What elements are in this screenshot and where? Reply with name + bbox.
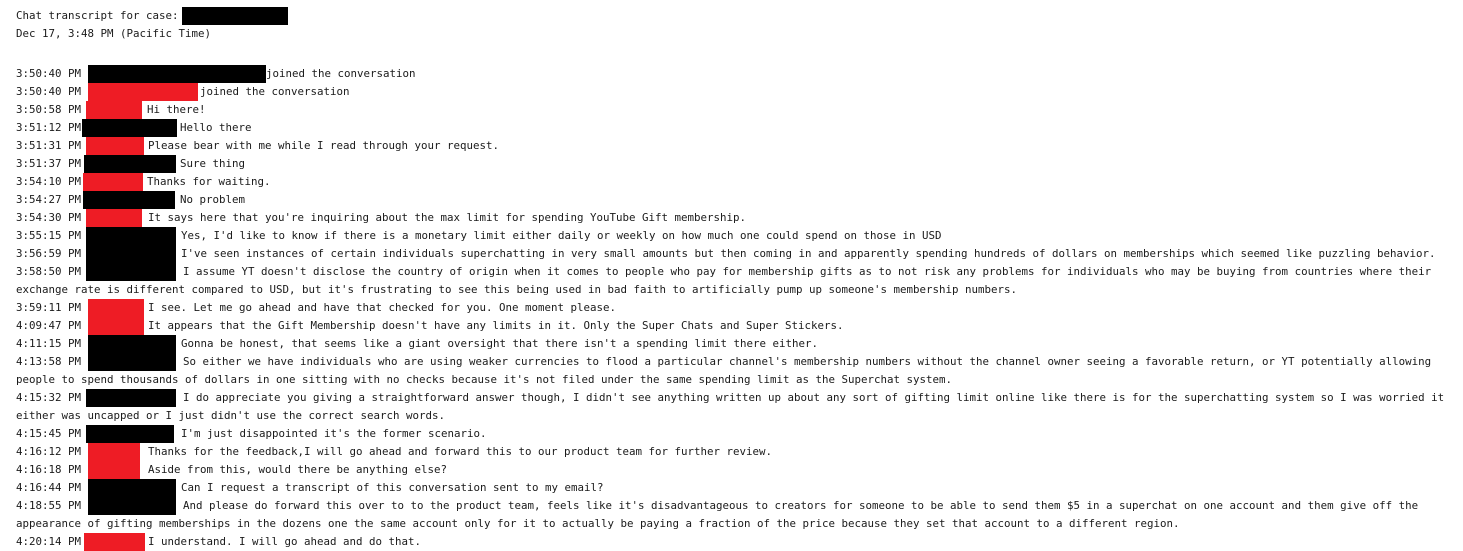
message-row	[16, 317, 1458, 335]
message-time: 3:51:12 PM	[16, 121, 82, 134]
message-time: 3:54:27 PM	[16, 193, 82, 206]
message-row	[16, 101, 1458, 119]
message-text: I've seen instances of certain individuals superchatting in very small amounts but then coming in and apparently spending hundreds of dollars on memberships which seemed like puzzling behavior.	[181, 247, 1436, 260]
message-text: It appears that the Gift Membership doesn't have any limits in it. Only the Super Chats and Super Stickers.	[148, 319, 844, 332]
message-time: 4:18:55 PM	[16, 499, 82, 512]
customer-name-redaction	[86, 425, 174, 443]
message-text: I assume YT doesn't disclose the country of origin when it comes to people who pay for membership gifts as to not risk any problems for individuals who may be buying from countries where their exchange rate is different compared to USD, but it's frustrating to see this being used in bad faith to artificially pump up someone's membership numbers.	[16, 265, 1432, 296]
customer-name-redaction	[88, 65, 266, 83]
message-time: 3:51:31 PM	[16, 139, 82, 152]
message-row	[16, 443, 1458, 461]
message-row	[16, 263, 1458, 299]
message-time: 4:16:44 PM	[16, 481, 82, 494]
agent-name-redaction	[86, 101, 142, 119]
customer-name-redaction	[83, 191, 175, 209]
message-time: 4:16:18 PM	[16, 463, 82, 476]
agent-name-redaction	[88, 83, 198, 101]
message-time: 3:54:10 PM	[16, 175, 82, 188]
message-text: No problem	[180, 193, 246, 206]
message-row	[16, 83, 1458, 101]
message-time: 3:56:59 PM	[16, 247, 82, 260]
transcript-title: Chat transcript for case:	[16, 9, 179, 22]
message-text: And please do forward this over to to the product team, feels like it's disadvantageous to creators for someone to be able to send them $5 in a superchat on one account and them give off the appearance of gifting memberships in the dozens one the same account only for it to actually be paying a fraction of the price because they set that account to a different region.	[16, 499, 1419, 530]
message-time: 3:58:50 PM	[16, 265, 82, 278]
message-time: 4:13:58 PM	[16, 355, 82, 368]
agent-name-redaction	[86, 137, 144, 155]
message-time: 4:16:12 PM	[16, 445, 82, 458]
message-text: I see. Let me go ahead and have that checked for you. One moment please.	[148, 301, 617, 314]
message-row	[16, 479, 1458, 497]
customer-name-redaction	[86, 263, 176, 281]
message-row	[16, 65, 1458, 83]
message-row	[16, 227, 1458, 245]
message-row	[16, 425, 1458, 443]
message-text: joined the conversation	[266, 67, 416, 80]
message-row	[16, 335, 1458, 353]
message-text: Please bear with me while I read through your request.	[148, 139, 500, 152]
message-row	[16, 533, 1458, 551]
message-text: Gonna be honest, that seems like a giant oversight that there isn't a spending limit there either.	[181, 337, 819, 350]
message-text: I understand. I will go ahead and do that.	[148, 535, 422, 548]
message-row	[16, 353, 1458, 389]
message-list	[16, 65, 1458, 551]
message-time: 3:54:30 PM	[16, 211, 82, 224]
message-time: 3:55:15 PM	[16, 229, 82, 242]
message-time: 4:11:15 PM	[16, 337, 82, 350]
message-text: Thanks for waiting.	[147, 175, 271, 188]
message-text: It says here that you're inquiring about the max limit for spending YouTube Gift membership.	[148, 211, 747, 224]
message-text: Thanks for the feedback,I will go ahead and forward this to our product team for further review.	[148, 445, 773, 458]
message-row	[16, 191, 1458, 209]
message-row	[16, 173, 1458, 191]
message-time: 3:50:40 PM	[16, 67, 82, 80]
message-text: Aside from this, would there be anything else?	[148, 463, 448, 476]
message-row	[16, 137, 1458, 155]
customer-name-redaction	[84, 155, 176, 173]
message-text: Sure thing	[180, 157, 246, 170]
message-text: joined the conversation	[200, 85, 350, 98]
message-row	[16, 119, 1458, 137]
customer-name-redaction	[86, 389, 176, 407]
message-text: So either we have individuals who are using weaker currencies to flood a particular channel's membership numbers without the channel owner seeing a favorable return, or YT potentially allowing people to spend thousands of dollars in one sitting with no checks because it's not filed under the same spending limit as the Superchat system.	[16, 355, 1432, 386]
case-id-redaction	[182, 7, 288, 25]
message-time: 3:50:40 PM	[16, 85, 82, 98]
message-row	[16, 299, 1458, 317]
message-text: Hello there	[180, 121, 252, 134]
message-time: 3:59:11 PM	[16, 301, 82, 314]
message-text: I'm just disappointed it's the former scenario.	[181, 427, 487, 440]
message-row	[16, 209, 1458, 227]
chat-transcript	[16, 7, 1458, 551]
message-row	[16, 155, 1458, 173]
message-row	[16, 497, 1458, 533]
agent-name-redaction	[83, 173, 143, 191]
message-time: 3:51:37 PM	[16, 157, 82, 170]
agent-name-redaction	[84, 533, 145, 551]
customer-name-redaction	[82, 119, 177, 137]
transcript-date: Dec 17, 3:48 PM (Pacific Time)	[16, 27, 212, 40]
message-text: Can I request a transcript of this conversation sent to my email?	[181, 481, 604, 494]
message-row	[16, 389, 1458, 425]
message-time: 3:50:58 PM	[16, 103, 82, 116]
message-text: Yes, I'd like to know if there is a monetary limit either daily or weekly on how much one could spend on those in USD	[181, 229, 942, 242]
message-time: 4:15:32 PM	[16, 391, 82, 404]
transcript-title-line	[16, 7, 1458, 25]
agent-name-redaction	[86, 209, 142, 227]
message-time: 4:20:14 PM	[16, 535, 82, 548]
header-spacer	[16, 43, 1458, 65]
message-time: 4:15:45 PM	[16, 427, 82, 440]
message-text: I do appreciate you giving a straightforward answer though, I didn't see anything written up about any sort of gifting limit online like there is for the superchatting system so I was worried it either was uncapped or I just didn't use the correct search words.	[16, 391, 1445, 422]
message-text: Hi there!	[147, 103, 206, 116]
message-row	[16, 461, 1458, 479]
message-row	[16, 245, 1458, 263]
message-time: 4:09:47 PM	[16, 319, 82, 332]
